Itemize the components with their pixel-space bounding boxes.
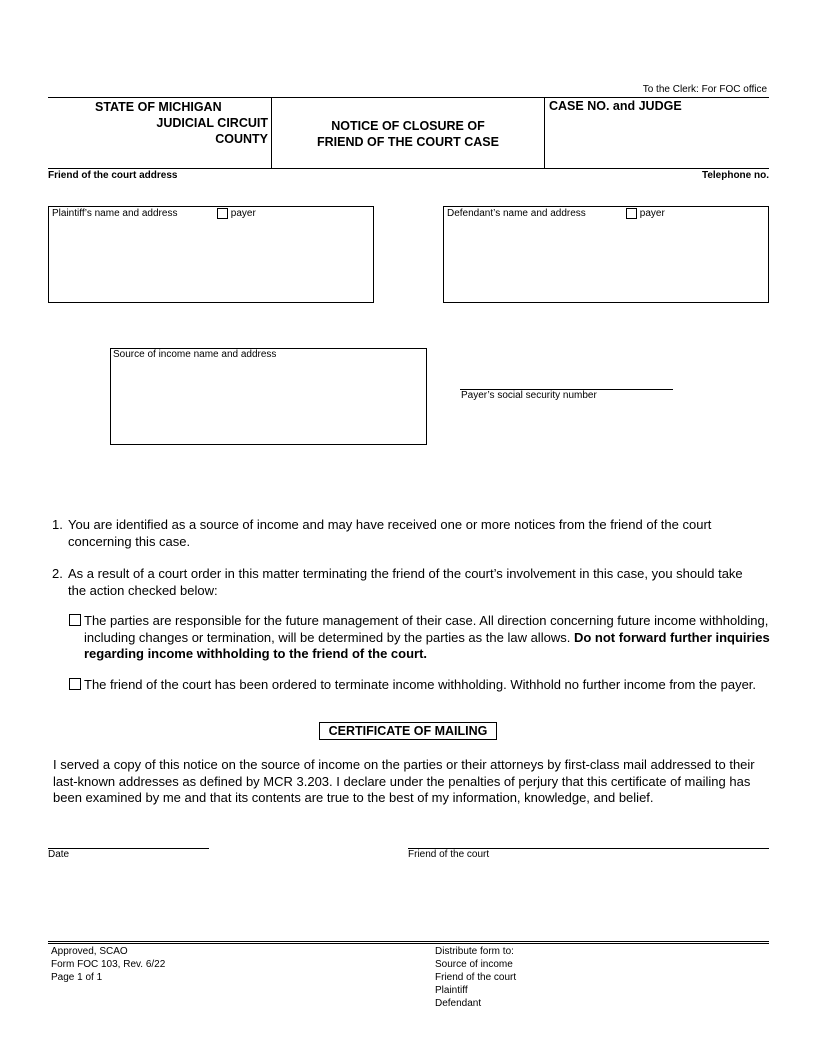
ssn-label: Payer’s social security number	[461, 390, 597, 401]
distribute-item: Defendant	[435, 998, 482, 1009]
footer-left	[51, 945, 165, 984]
item-1-line-1: You are identified as a source of income and may have received one or more notices from the friend of the court	[68, 517, 712, 532]
source-of-income-label: Source of income name and address	[113, 349, 277, 360]
certificate-line-2: last-known addresses as defined by MCR 3.203. I declare under the penalties of perjury that this certificate of mailing has	[53, 773, 751, 789]
option-a-checkbox[interactable]	[69, 614, 81, 626]
defendant-payer-option[interactable]	[626, 208, 665, 219]
header-divider-right	[544, 97, 545, 169]
plaintiff-payer-label: payer	[230, 208, 256, 220]
certificate-text	[53, 757, 755, 807]
county-label: COUNTY	[215, 132, 268, 146]
certificate-heading: CERTIFICATE OF MAILING	[319, 722, 497, 740]
telephone-label: Telephone no.	[701, 170, 769, 181]
item-1-number: 1.	[52, 517, 63, 532]
plaintiff-label: Plaintiff’s name and address	[52, 208, 178, 219]
option-a-line-2-normal: including changes or termination, will be determined by the parties as the law allows.	[84, 629, 571, 645]
source-of-income-box[interactable]	[110, 348, 427, 445]
option-a-line-1: The parties are responsible for the future management of their case. All direction concerning future income withholding,	[84, 613, 769, 628]
item-2-number: 2.	[52, 566, 63, 581]
form-title	[272, 118, 544, 150]
date-line[interactable]	[48, 848, 209, 849]
item-2-line-1: As a result of a court order in this matter terminating the friend of the court’s involvement in this case, you should take	[68, 566, 743, 581]
plaintiff-payer-option[interactable]	[217, 208, 256, 219]
distribute-item: Plaintiff	[435, 985, 468, 996]
header-bottom-rule	[48, 168, 769, 169]
distribute-heading: Distribute form to:	[435, 946, 514, 957]
header-top-rule	[48, 97, 769, 98]
foc-address-label: Friend of the court address	[48, 170, 178, 181]
option-b-checkbox[interactable]	[69, 678, 81, 690]
state-label: STATE OF MICHIGAN	[95, 100, 222, 114]
certificate-line-1: I served a copy of this notice on the source of income on the parties or their attorneys by first-class mail addressed to their	[53, 757, 755, 772]
item-2-line-2: the action checked below:	[68, 582, 218, 598]
court-block	[48, 99, 268, 147]
clerk-note: To the Clerk: For FOC office	[642, 84, 767, 95]
defendant-box[interactable]	[443, 206, 769, 303]
footer-rule-2	[48, 943, 769, 944]
distribution-list	[435, 945, 516, 1010]
form-number: Form FOC 103, Rev. 6/22	[51, 959, 166, 970]
defendant-payer-label: payer	[639, 208, 665, 220]
approved-label: Approved, SCAO	[51, 946, 128, 957]
certificate-line-3: been examined by me and that its contents are true to the best of my information, knowledge, and belief.	[53, 790, 654, 805]
circuit-label: JUDICIAL CIRCUIT	[156, 116, 268, 130]
title-line-1: NOTICE OF CLOSURE OF	[331, 119, 485, 133]
item-1-text	[68, 517, 711, 550]
option-a-line-3-bold: regarding income withholding to the friend of the court.	[84, 646, 428, 661]
distribute-item: Friend of the court	[435, 972, 517, 983]
option-a-line-3	[84, 646, 772, 663]
option-a-line-2	[84, 630, 772, 647]
option-a-text	[84, 613, 772, 663]
foc-signature-label: Friend of the court	[408, 849, 490, 860]
item-2-text	[68, 566, 743, 599]
distribute-item: Source of income	[435, 959, 513, 970]
footer-rule-1	[48, 941, 769, 942]
defendant-label: Defendant’s name and address	[447, 208, 586, 219]
plaintiff-payer-checkbox[interactable]	[217, 208, 228, 219]
defendant-payer-checkbox[interactable]	[626, 208, 637, 219]
case-number-label: CASE NO. and JUDGE	[549, 99, 682, 113]
plaintiff-box[interactable]	[48, 206, 374, 303]
title-line-2: FRIEND OF THE COURT CASE	[317, 135, 499, 149]
date-label: Date	[48, 849, 70, 860]
option-b-text: The friend of the court has been ordered to terminate income withholding. Withhold no further income from the payer.	[84, 677, 757, 692]
item-1-line-2: concerning this case.	[68, 533, 191, 549]
option-a-line-2-bold: Do not forward further inquiries	[573, 629, 770, 645]
page-number: Page 1 of 1	[51, 972, 103, 983]
